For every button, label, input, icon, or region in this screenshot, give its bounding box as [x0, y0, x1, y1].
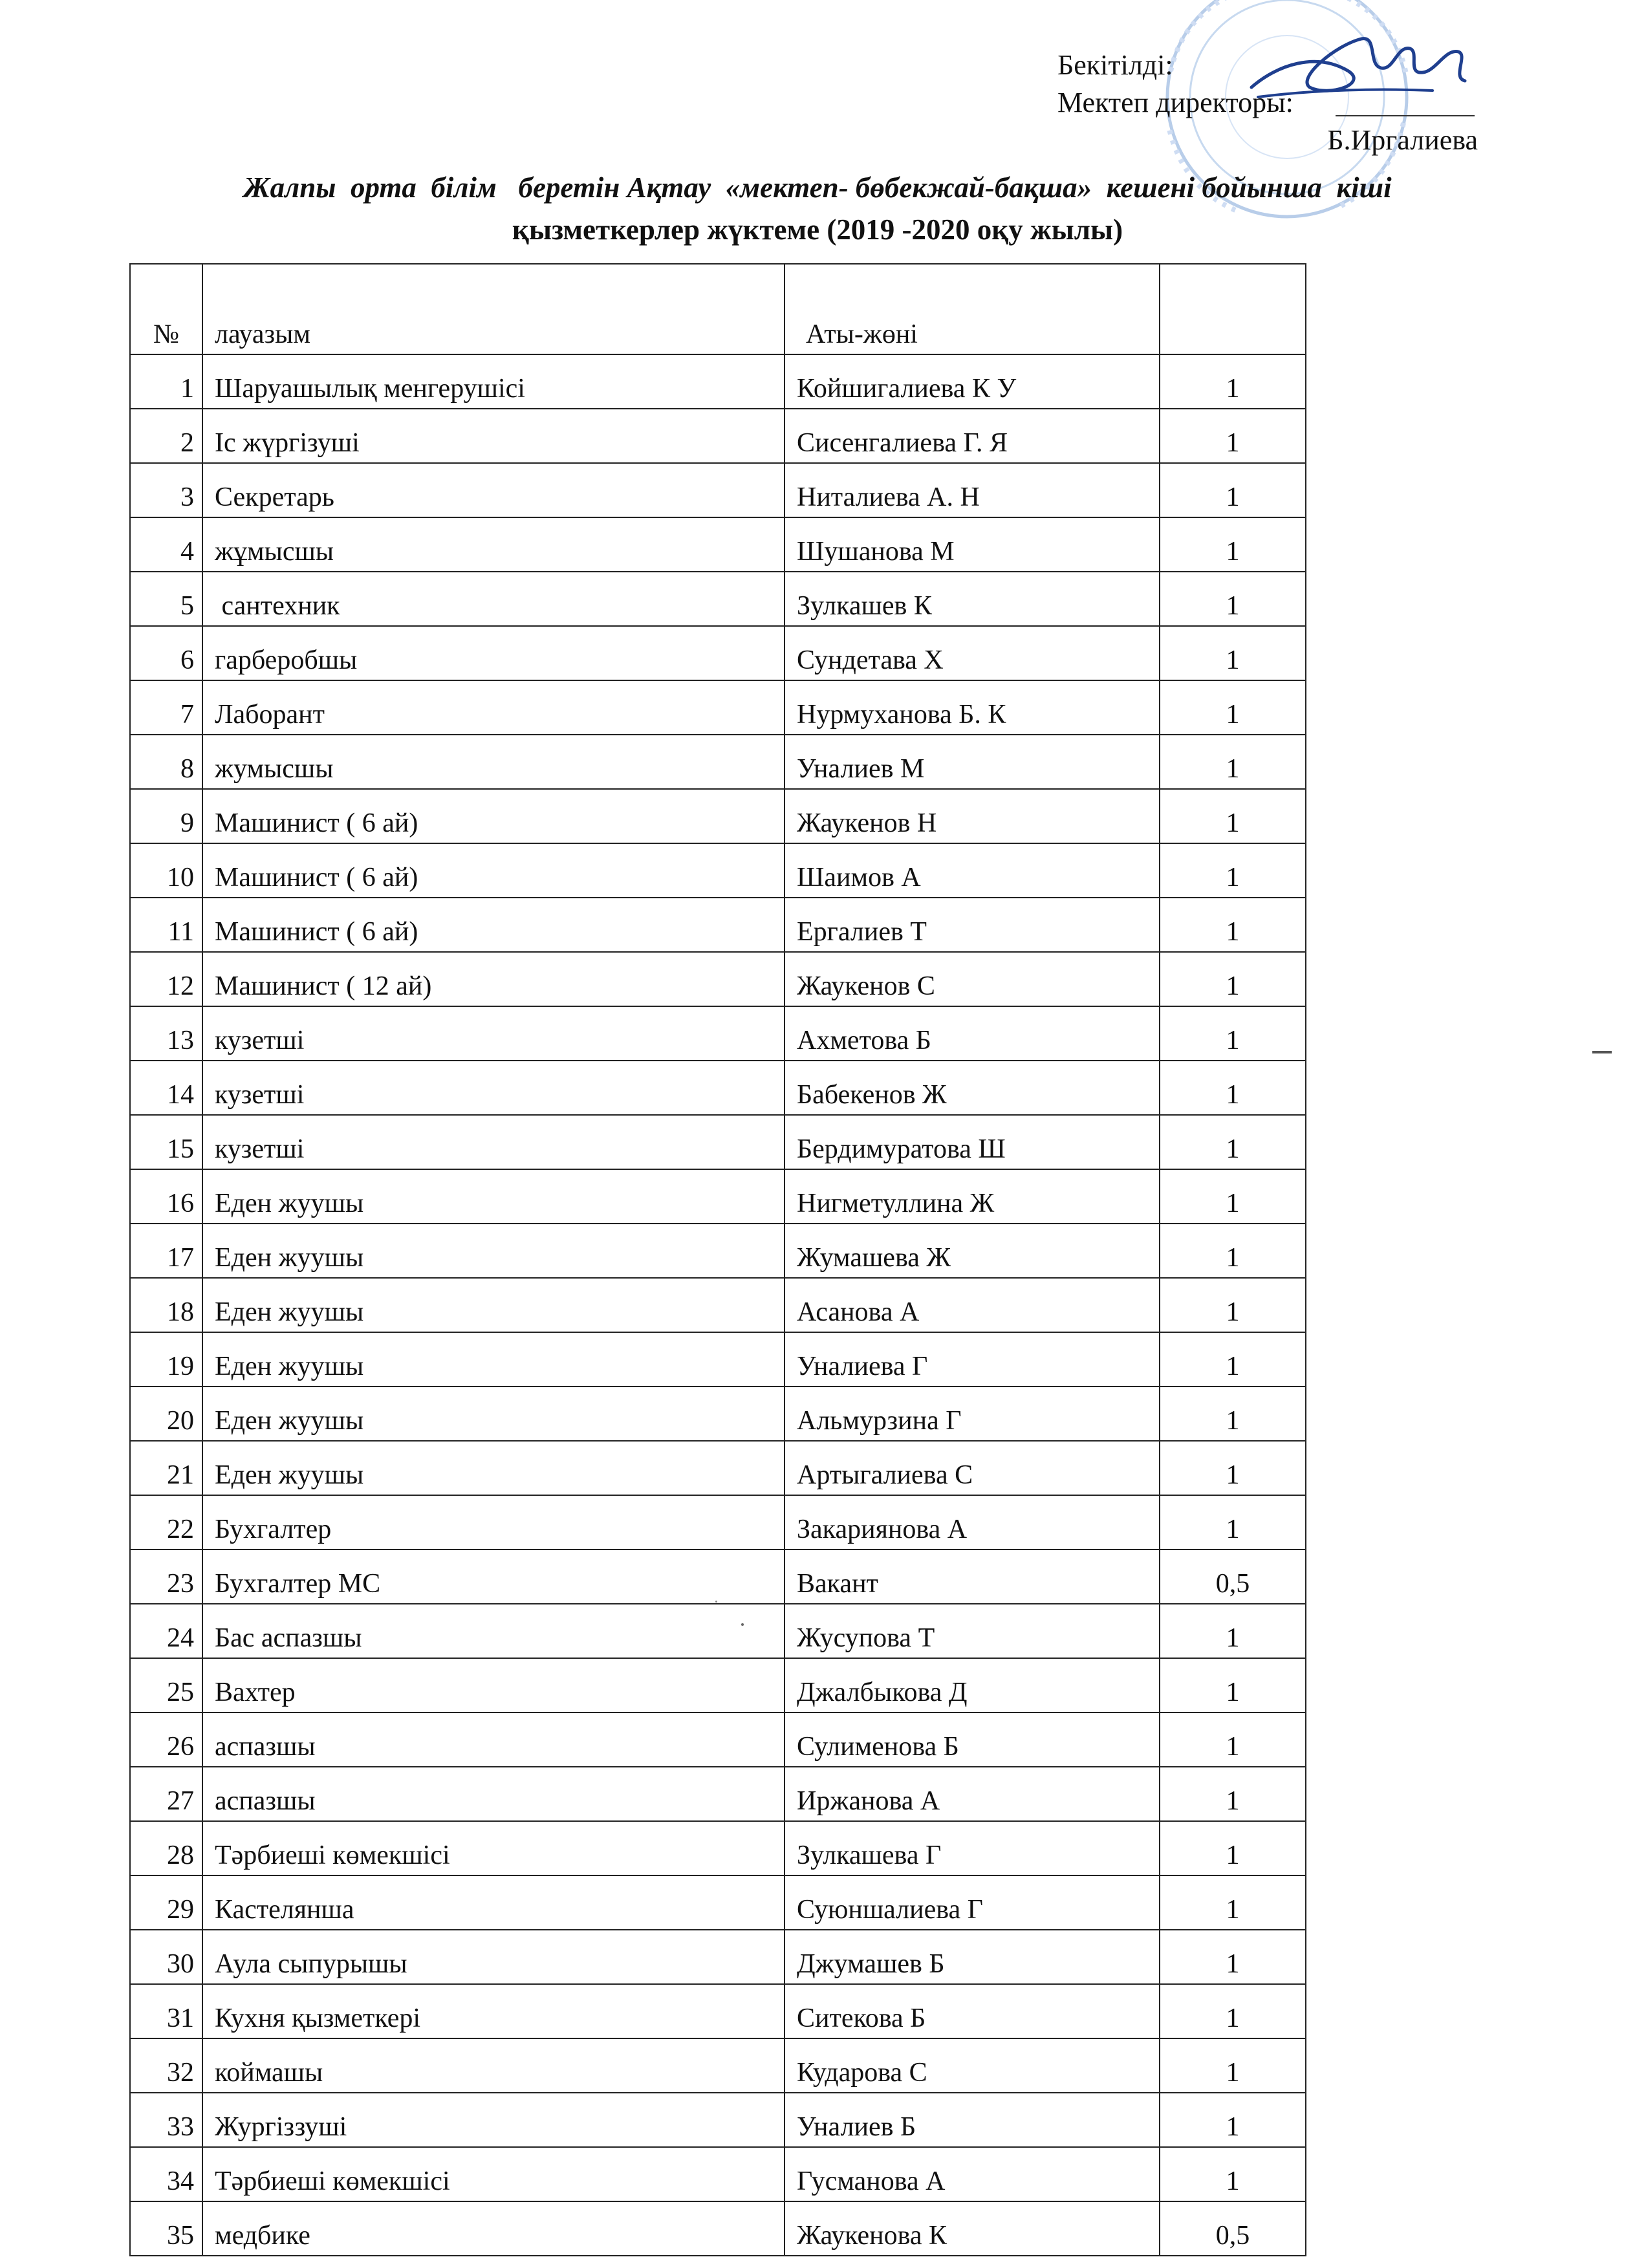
row-rate: 1 — [1160, 1712, 1306, 1767]
header-number: № — [130, 264, 202, 354]
row-name: Нигметуллина Ж — [785, 1169, 1160, 1224]
table-row — [130, 1658, 1306, 1712]
row-position: Еден жуушы — [202, 1332, 785, 1387]
row-name: Зулкашев К — [785, 572, 1160, 626]
row-position: Шаруашылық менгерушісі — [202, 354, 785, 409]
table-row — [130, 789, 1306, 843]
row-name: Шаимов А — [785, 843, 1160, 898]
row-rate: 1 — [1160, 1061, 1306, 1115]
row-name: Закариянова А — [785, 1495, 1160, 1550]
row-number: 35 — [130, 2201, 202, 2256]
scan-speck — [1592, 1051, 1612, 1053]
row-rate: 1 — [1160, 354, 1306, 409]
row-name: Нурмуханова Б. К — [785, 680, 1160, 735]
table-row — [130, 843, 1306, 898]
row-name: Ситекова Б — [785, 1984, 1160, 2038]
row-rate: 1 — [1160, 952, 1306, 1006]
row-number: 30 — [130, 1930, 202, 1984]
row-position: Тәрбиеші көмекшісі — [202, 1821, 785, 1875]
table-row — [130, 2093, 1306, 2147]
row-position: Тәрбиеші көмекшісі — [202, 2147, 785, 2201]
row-position: Вахтер — [202, 1658, 785, 1712]
row-rate: 1 — [1160, 1875, 1306, 1930]
title-line-1: Жалпы орта білім беретін Ақтау «мектеп- бөбекжай-бақша» кешені бойынша кіші — [243, 171, 1392, 204]
row-position: жұмысшы — [202, 517, 785, 572]
row-position: кузетші — [202, 1061, 785, 1115]
row-rate: 1 — [1160, 1984, 1306, 2038]
row-position: Машинист ( 6 ай) — [202, 789, 785, 843]
table-row — [130, 735, 1306, 789]
row-name: Альмурзина Г — [785, 1387, 1160, 1441]
row-position: Кухня қызметкері — [202, 1984, 785, 2038]
table-header-row — [130, 264, 1306, 354]
row-number: 6 — [130, 626, 202, 680]
row-position: гарберобшы — [202, 626, 785, 680]
row-rate: 1 — [1160, 735, 1306, 789]
table-row — [130, 1278, 1306, 1332]
row-number: 8 — [130, 735, 202, 789]
row-number: 15 — [130, 1115, 202, 1169]
row-rate: 1 — [1160, 572, 1306, 626]
row-rate: 1 — [1160, 1658, 1306, 1712]
table-row — [130, 1006, 1306, 1061]
row-rate: 1 — [1160, 898, 1306, 952]
row-position: Еден жуушы — [202, 1387, 785, 1441]
row-name: Суюншалиева Г — [785, 1875, 1160, 1930]
row-position: кузетші — [202, 1115, 785, 1169]
row-number: 4 — [130, 517, 202, 572]
row-position: Іс жүргізуші — [202, 409, 785, 463]
row-name: Сундетава Х — [785, 626, 1160, 680]
row-number: 29 — [130, 1875, 202, 1930]
approval-block — [1057, 47, 1478, 159]
table-row — [130, 1767, 1306, 1821]
row-rate: 1 — [1160, 1006, 1306, 1061]
row-rate: 1 — [1160, 843, 1306, 898]
row-name: Ергалиев Т — [785, 898, 1160, 952]
scan-speck — [715, 1601, 717, 1603]
table-row — [130, 1875, 1306, 1930]
row-rate: 1 — [1160, 1332, 1306, 1387]
row-position: Еден жуушы — [202, 1169, 785, 1224]
row-rate: 1 — [1160, 626, 1306, 680]
row-rate: 1 — [1160, 1604, 1306, 1658]
table-row — [130, 1332, 1306, 1387]
row-rate: 1 — [1160, 2038, 1306, 2093]
row-number: 9 — [130, 789, 202, 843]
row-position: Машинист ( 6 ай) — [202, 843, 785, 898]
table-row — [130, 2147, 1306, 2201]
director-position-label: Мектеп директоры: — [1057, 87, 1294, 118]
table-row — [130, 626, 1306, 680]
row-number: 20 — [130, 1387, 202, 1441]
row-position: Бухгалтер — [202, 1495, 785, 1550]
table-row — [130, 1604, 1306, 1658]
row-rate: 1 — [1160, 680, 1306, 735]
row-name: Жаукенов Н — [785, 789, 1160, 843]
approved-label: Бекітілді: — [1057, 49, 1173, 81]
row-name: Жумашева Ж — [785, 1224, 1160, 1278]
row-position: Жургіззуші — [202, 2093, 785, 2147]
director-name: Б.Иргалиева — [1327, 124, 1478, 156]
row-name: Уналиев М — [785, 735, 1160, 789]
row-name: Кударова С — [785, 2038, 1160, 2093]
table-row — [130, 1550, 1306, 1604]
row-rate: 1 — [1160, 1169, 1306, 1224]
row-rate: 1 — [1160, 1387, 1306, 1441]
row-position: жумысшы — [202, 735, 785, 789]
row-number: 7 — [130, 680, 202, 735]
table-row — [130, 2201, 1306, 2256]
row-position: Кастелянша — [202, 1875, 785, 1930]
row-number: 5 — [130, 572, 202, 626]
row-rate: 0,5 — [1160, 2201, 1306, 2256]
row-number: 16 — [130, 1169, 202, 1224]
row-rate: 1 — [1160, 1278, 1306, 1332]
row-rate: 0,5 — [1160, 1550, 1306, 1604]
row-name: Ниталиева А. Н — [785, 463, 1160, 517]
row-number: 11 — [130, 898, 202, 952]
row-name: Джумашев Б — [785, 1930, 1160, 1984]
row-number: 3 — [130, 463, 202, 517]
row-position: Бухгалтер МС — [202, 1550, 785, 1604]
row-name: Вакант — [785, 1550, 1160, 1604]
row-name: Уналиев Б — [785, 2093, 1160, 2147]
row-rate: 1 — [1160, 2147, 1306, 2201]
row-name: Гусманова А — [785, 2147, 1160, 2201]
table-row — [130, 1061, 1306, 1115]
row-position: Бас аспазшы — [202, 1604, 785, 1658]
row-name: Бердимуратова Ш — [785, 1115, 1160, 1169]
table-row — [130, 1169, 1306, 1224]
title-line-2: қызметкерлер жүктеме (2019 -2020 оқу жылы) — [512, 213, 1123, 246]
header-name-text: Аты-жөні — [806, 319, 918, 349]
row-position: Еден жуушы — [202, 1278, 785, 1332]
row-number: 13 — [130, 1006, 202, 1061]
table-row — [130, 1712, 1306, 1767]
row-position: Лаборант — [202, 680, 785, 735]
row-rate: 1 — [1160, 789, 1306, 843]
row-number: 2 — [130, 409, 202, 463]
row-number: 10 — [130, 843, 202, 898]
table-row — [130, 1984, 1306, 2038]
table-row — [130, 409, 1306, 463]
row-number: 28 — [130, 1821, 202, 1875]
row-position: Секретарь — [202, 463, 785, 517]
row-number: 33 — [130, 2093, 202, 2147]
row-number: 31 — [130, 1984, 202, 2038]
scan-speck — [741, 1623, 744, 1626]
row-number: 26 — [130, 1712, 202, 1767]
row-name: Уналиева Г — [785, 1332, 1160, 1387]
row-name: Сулименова Б — [785, 1712, 1160, 1767]
row-number: 32 — [130, 2038, 202, 2093]
row-position: коймашы — [202, 2038, 785, 2093]
row-rate: 1 — [1160, 463, 1306, 517]
row-name: Асанова А — [785, 1278, 1160, 1332]
row-position: Аула сыпурышы — [202, 1930, 785, 1984]
row-number: 24 — [130, 1604, 202, 1658]
document-title — [97, 167, 1538, 251]
row-position: аспазшы — [202, 1712, 785, 1767]
row-position: Еден жуушы — [202, 1224, 785, 1278]
row-rate: 1 — [1160, 1767, 1306, 1821]
table-row — [130, 898, 1306, 952]
row-number: 22 — [130, 1495, 202, 1550]
row-rate: 1 — [1160, 1115, 1306, 1169]
row-rate: 1 — [1160, 1930, 1306, 1984]
table-row — [130, 1930, 1306, 1984]
header-rate — [1160, 264, 1306, 354]
row-name: Артыгалиева С — [785, 1441, 1160, 1495]
row-position: кузетші — [202, 1006, 785, 1061]
row-name: Иржанова А — [785, 1767, 1160, 1821]
table-row — [130, 1441, 1306, 1495]
row-number: 17 — [130, 1224, 202, 1278]
header-name — [785, 264, 1160, 354]
row-rate: 1 — [1160, 1224, 1306, 1278]
row-name: Джалбыкова Д — [785, 1658, 1160, 1712]
row-rate: 1 — [1160, 1441, 1306, 1495]
table-row — [130, 517, 1306, 572]
row-rate: 1 — [1160, 2093, 1306, 2147]
table-row — [130, 354, 1306, 409]
row-position: медбике — [202, 2201, 785, 2256]
row-name: Сисенгалиева Г. Я — [785, 409, 1160, 463]
row-rate: 1 — [1160, 409, 1306, 463]
row-name: Ахметова Б — [785, 1006, 1160, 1061]
row-name: Койшигалиева К У — [785, 354, 1160, 409]
table-row — [130, 1821, 1306, 1875]
table-row — [130, 680, 1306, 735]
row-number: 14 — [130, 1061, 202, 1115]
signature-line — [1336, 115, 1475, 116]
table-row — [130, 1387, 1306, 1441]
row-position: аспазшы — [202, 1767, 785, 1821]
row-number: 25 — [130, 1658, 202, 1712]
row-number: 12 — [130, 952, 202, 1006]
row-name: Жусупова Т — [785, 1604, 1160, 1658]
row-number: 19 — [130, 1332, 202, 1387]
row-name: Шушанова М — [785, 517, 1160, 572]
table-row — [130, 463, 1306, 517]
row-name: Бабекенов Ж — [785, 1061, 1160, 1115]
row-name: Жаукенов С — [785, 952, 1160, 1006]
row-number: 21 — [130, 1441, 202, 1495]
header-position: лауазым — [202, 264, 785, 354]
row-rate: 1 — [1160, 517, 1306, 572]
row-name: Жаукенова К — [785, 2201, 1160, 2256]
row-position: Машинист ( 12 ай) — [202, 952, 785, 1006]
table-row — [130, 572, 1306, 626]
table-row — [130, 1224, 1306, 1278]
row-number: 1 — [130, 354, 202, 409]
row-number: 34 — [130, 2147, 202, 2201]
row-position: Еден жуушы — [202, 1441, 785, 1495]
table-row — [130, 1495, 1306, 1550]
table-row — [130, 2038, 1306, 2093]
row-number: 18 — [130, 1278, 202, 1332]
table-row — [130, 1115, 1306, 1169]
staff-table — [129, 263, 1306, 2256]
row-name: Зулкашева Г — [785, 1821, 1160, 1875]
row-position: Машинист ( 6 ай) — [202, 898, 785, 952]
row-number: 27 — [130, 1767, 202, 1821]
row-rate: 1 — [1160, 1821, 1306, 1875]
row-position: сантехник — [202, 572, 785, 626]
row-number: 23 — [130, 1550, 202, 1604]
row-rate: 1 — [1160, 1495, 1306, 1550]
table-row — [130, 952, 1306, 1006]
